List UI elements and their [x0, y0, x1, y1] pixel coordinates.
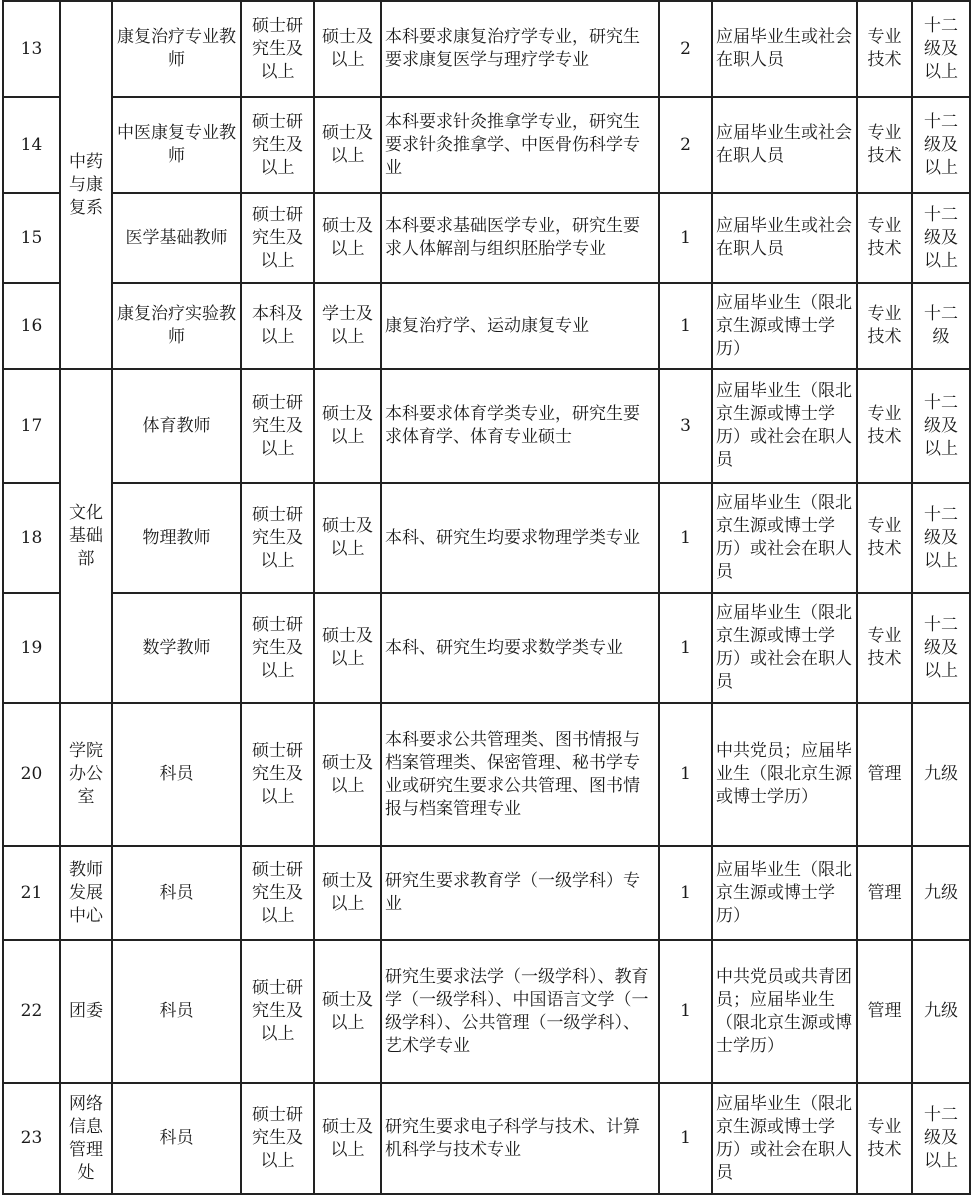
position-category: 专业技术 — [857, 483, 912, 593]
education-requirement: 硕士研究生及以上 — [241, 940, 314, 1083]
candidate-source: 应届毕业生或社会在职人员 — [712, 1, 857, 97]
position-name: 数学教师 — [112, 593, 241, 703]
position-level: 十二级及以上 — [912, 593, 970, 703]
education-requirement: 硕士研究生及以上 — [241, 369, 314, 483]
major-requirement: 本科要求康复治疗学专业，研究生要求康复医学与理疗学专业 — [381, 1, 659, 97]
table-row — [3, 703, 970, 846]
candidate-source: 中共党员或共青团员；应届毕业生（限北京生源或博士学历） — [712, 940, 857, 1083]
position-level: 十二级 — [912, 283, 970, 369]
education-requirement: 硕士研究生及以上 — [241, 483, 314, 593]
row-number: 17 — [3, 369, 60, 483]
degree-requirement: 硕士及以上 — [314, 1083, 381, 1194]
table-row — [3, 193, 970, 283]
position-category: 专业技术 — [857, 193, 912, 283]
major-requirement: 研究生要求电子科学与技术、计算机科学与技术专业 — [381, 1083, 659, 1194]
position-category: 专业技术 — [857, 1083, 912, 1194]
table-row — [3, 369, 970, 483]
major-requirement: 本科要求针灸推拿学专业，研究生要求针灸推拿学、中医骨伤科学专业 — [381, 97, 659, 193]
table-row — [3, 1083, 970, 1194]
hiring-count: 1 — [659, 846, 712, 940]
candidate-source: 应届毕业生或社会在职人员 — [712, 97, 857, 193]
position-name: 物理教师 — [112, 483, 241, 593]
degree-requirement: 硕士及以上 — [314, 193, 381, 283]
candidate-source: 中共党员；应届毕业生（限北京生源或博士学历） — [712, 703, 857, 846]
major-requirement: 本科要求体育学类专业，研究生要求体育学、体育专业硕士 — [381, 369, 659, 483]
department-name: 教师发展中心 — [69, 859, 103, 926]
position-name: 科员 — [112, 703, 241, 846]
hiring-count: 2 — [659, 1, 712, 97]
row-number: 18 — [3, 483, 60, 593]
major-requirement: 本科、研究生均要求物理学类专业 — [381, 483, 659, 593]
row-number: 13 — [3, 1, 60, 97]
candidate-source: 应届毕业生（限北京生源或博士学历） — [712, 283, 857, 369]
major-requirement: 研究生要求法学（一级学科）、教育学（一级学科）、中国语言文学（一级学科）、公共管理（一级学科）、艺术学专业 — [381, 940, 659, 1083]
degree-requirement: 硕士及以上 — [314, 483, 381, 593]
table-row — [3, 1, 970, 97]
major-requirement: 本科要求公共管理类、图书情报与档案管理类、保密管理、秘书学专业或研究生要求公共管理、图书情报与档案管理专业 — [381, 703, 659, 846]
position-name: 中医康复专业教师 — [112, 97, 241, 193]
hiring-count: 3 — [659, 369, 712, 483]
position-level: 九级 — [912, 846, 970, 940]
candidate-source: 应届毕业生（限北京生源或博士学历）或社会在职人员 — [712, 369, 857, 483]
hiring-count: 1 — [659, 193, 712, 283]
major-requirement: 研究生要求教育学（一级学科）专业 — [381, 846, 659, 940]
position-name: 康复治疗专业教师 — [112, 1, 241, 97]
position-category: 管理 — [857, 846, 912, 940]
hiring-count: 1 — [659, 283, 712, 369]
position-name: 科员 — [112, 940, 241, 1083]
degree-requirement: 硕士及以上 — [314, 1, 381, 97]
major-requirement: 康复治疗学、运动康复专业 — [381, 283, 659, 369]
row-number: 14 — [3, 97, 60, 193]
position-category: 专业技术 — [857, 369, 912, 483]
candidate-source: 应届毕业生（限北京生源或博士学历）或社会在职人员 — [712, 1083, 857, 1194]
major-requirement: 本科要求基础医学专业，研究生要求人体解剖与组织胚胎学专业 — [381, 193, 659, 283]
education-requirement: 硕士研究生及以上 — [241, 1083, 314, 1194]
position-name: 康复治疗实验教师 — [112, 283, 241, 369]
position-category: 管理 — [857, 940, 912, 1083]
position-level: 十二级及以上 — [912, 483, 970, 593]
education-requirement: 硕士研究生及以上 — [241, 97, 314, 193]
row-number: 16 — [3, 283, 60, 369]
candidate-source: 应届毕业生（限北京生源或博士学历）或社会在职人员 — [712, 483, 857, 593]
education-requirement: 硕士研究生及以上 — [241, 593, 314, 703]
education-requirement: 硕士研究生及以上 — [241, 846, 314, 940]
hiring-count: 1 — [659, 940, 712, 1083]
hiring-count: 2 — [659, 97, 712, 193]
education-requirement: 硕士研究生及以上 — [241, 1, 314, 97]
position-category: 管理 — [857, 703, 912, 846]
hiring-count: 1 — [659, 703, 712, 846]
department-name: 学院办公室 — [69, 741, 103, 807]
position-name: 医学基础教师 — [112, 193, 241, 283]
candidate-source: 应届毕业生（限北京生源或博士学历） — [712, 846, 857, 940]
position-name: 体育教师 — [112, 369, 241, 483]
hiring-count: 1 — [659, 593, 712, 703]
department-name: 中药与康复系 — [69, 151, 103, 218]
table-row — [3, 483, 970, 593]
position-category: 专业技术 — [857, 1, 912, 97]
row-number: 21 — [3, 846, 60, 940]
table-row — [3, 940, 970, 1083]
table-row — [3, 593, 970, 703]
education-requirement: 本科及以上 — [241, 283, 314, 369]
table-row — [3, 283, 970, 369]
department-name: 团委 — [69, 1001, 103, 1021]
position-category: 专业技术 — [857, 97, 912, 193]
position-level: 十二级及以上 — [912, 1083, 970, 1194]
degree-requirement: 学士及以上 — [314, 283, 381, 369]
row-number: 19 — [3, 593, 60, 703]
position-level: 九级 — [912, 703, 970, 846]
degree-requirement: 硕士及以上 — [314, 593, 381, 703]
recruitment-table — [2, 0, 971, 1195]
degree-requirement: 硕士及以上 — [314, 703, 381, 846]
row-number: 20 — [3, 703, 60, 846]
department-name: 网络信息管理处 — [69, 1093, 103, 1183]
position-category: 专业技术 — [857, 593, 912, 703]
row-number: 15 — [3, 193, 60, 283]
position-category: 专业技术 — [857, 283, 912, 369]
hiring-count: 1 — [659, 1083, 712, 1194]
department-cell — [60, 846, 112, 940]
position-name: 科员 — [112, 1083, 241, 1194]
position-level: 十二级及以上 — [912, 1, 970, 97]
position-level: 十二级及以上 — [912, 369, 970, 483]
position-level: 九级 — [912, 940, 970, 1083]
education-requirement: 硕士研究生及以上 — [241, 703, 314, 846]
education-requirement: 硕士研究生及以上 — [241, 193, 314, 283]
department-name: 文化基础部 — [69, 502, 103, 569]
department-cell — [60, 1, 112, 369]
candidate-source: 应届毕业生或社会在职人员 — [712, 193, 857, 283]
table-row — [3, 97, 970, 193]
row-number: 22 — [3, 940, 60, 1083]
position-level: 十二级及以上 — [912, 97, 970, 193]
department-cell — [60, 1083, 112, 1194]
position-level: 十二级及以上 — [912, 193, 970, 283]
degree-requirement: 硕士及以上 — [314, 369, 381, 483]
position-name: 科员 — [112, 846, 241, 940]
department-cell — [60, 703, 112, 846]
hiring-count: 1 — [659, 483, 712, 593]
row-number: 23 — [3, 1083, 60, 1194]
major-requirement: 本科、研究生均要求数学类专业 — [381, 593, 659, 703]
degree-requirement: 硕士及以上 — [314, 97, 381, 193]
candidate-source: 应届毕业生（限北京生源或博士学历）或社会在职人员 — [712, 593, 857, 703]
department-cell — [60, 369, 112, 703]
degree-requirement: 硕士及以上 — [314, 940, 381, 1083]
degree-requirement: 硕士及以上 — [314, 846, 381, 940]
department-cell — [60, 940, 112, 1083]
table-row — [3, 846, 970, 940]
